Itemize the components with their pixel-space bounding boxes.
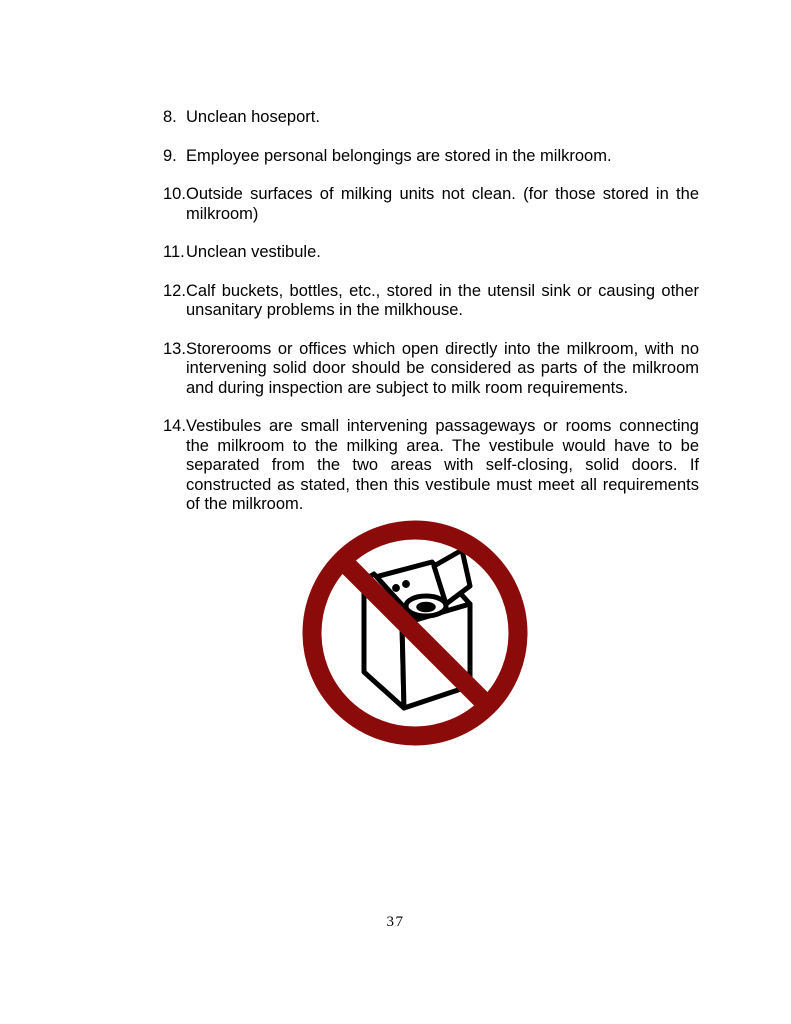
page-number: 37 (386, 914, 405, 930)
item-text: Storerooms or offices which open directly into the milkroom, with no intervening solid door should be considered as parts of the milkroom and during inspection are subject to milk room requirements. (186, 339, 699, 397)
item-number: 11. (163, 243, 185, 261)
list-item (163, 108, 699, 128)
item-text: Employee personal belongings are stored in the milkroom. (186, 146, 612, 165)
list-item (163, 243, 699, 263)
item-number: 12. (163, 281, 186, 300)
item-text: Outside surfaces of milking units not clean. (for those stored in the milkroom) (186, 185, 699, 223)
list-item (163, 340, 699, 399)
item-number: 8. (163, 108, 177, 126)
list-item (163, 185, 699, 224)
item-number: 14. (163, 417, 186, 435)
item-list (163, 108, 699, 534)
no-washing-machine-icon (302, 520, 528, 746)
list-item (163, 417, 699, 515)
list-item (163, 282, 699, 321)
item-text: Calf buckets, bottles, etc., stored in the utensil sink or causing other unsanitary problems in the milkhouse. (186, 281, 699, 319)
item-text: Unclean vestibule. (186, 243, 321, 261)
item-number: 10. (163, 185, 186, 203)
item-number: 13. (163, 339, 186, 358)
list-item (163, 147, 699, 167)
item-text: Vestibules are small intervening passageways or rooms connecting the milkroom to the milking area. The vestibule would have to be separated from the two areas with self-closing, solid doors. If constructed as stated, then this vestibule must meet all requirements of the milkroom. (186, 417, 699, 513)
item-number: 9. (163, 146, 177, 165)
item-text: Unclean hoseport. (186, 108, 320, 126)
